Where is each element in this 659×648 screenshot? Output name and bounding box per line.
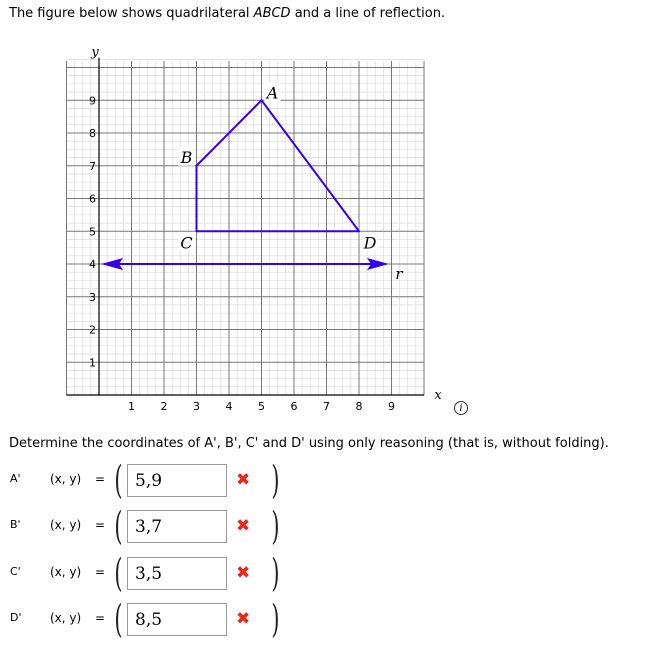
y-tick-label: 2 bbox=[89, 323, 96, 337]
y-tick-label: 6 bbox=[89, 192, 96, 206]
vertex-label-d: D bbox=[363, 233, 377, 253]
x-tick-label: 2 bbox=[160, 400, 168, 413]
answer-row bbox=[0, 597, 340, 641]
vertex-label-a: A bbox=[266, 83, 279, 103]
x-tick-label: 9 bbox=[388, 400, 395, 413]
y-tick-label: 1 bbox=[89, 356, 96, 370]
x-tick-label: 3 bbox=[193, 400, 200, 413]
coordinate-input[interactable]: 3,7 bbox=[127, 510, 227, 543]
y-tick-label: 3 bbox=[89, 290, 96, 304]
equals-sign: = bbox=[95, 611, 106, 625]
shape-name: ABCD bbox=[253, 6, 291, 21]
xy-label: (x, y) bbox=[50, 611, 82, 625]
x-axis-label: x bbox=[434, 388, 442, 403]
y-axis-label: y bbox=[91, 45, 99, 60]
equals-sign: = bbox=[95, 472, 106, 486]
answer-row bbox=[0, 504, 340, 548]
xy-label: (x, y) bbox=[50, 472, 82, 486]
question-text: Determine the coordinates of A', B', C' and D' using only reasoning (that is, without folding). bbox=[9, 436, 609, 451]
y-tick-label: 7 bbox=[89, 159, 96, 173]
xy-label: (x, y) bbox=[50, 565, 82, 579]
equals-sign: = bbox=[95, 518, 106, 532]
point-label: C' bbox=[10, 565, 21, 578]
x-tick-label: 6 bbox=[290, 400, 298, 413]
info-icon[interactable]: i bbox=[454, 401, 468, 415]
wrong-x-icon: ✖ bbox=[236, 470, 251, 490]
reflection-line-label: r bbox=[395, 265, 403, 283]
coordinate-input[interactable]: 8,5 bbox=[127, 603, 227, 636]
right-paren: ) bbox=[271, 458, 280, 502]
right-paren: ) bbox=[271, 504, 280, 548]
vertex-label-c: C bbox=[180, 233, 193, 253]
answer-row bbox=[0, 458, 340, 502]
left-paren: ( bbox=[114, 551, 123, 595]
coordinate-input[interactable]: 5,9 bbox=[127, 464, 227, 497]
y-tick-label: 4 bbox=[89, 258, 96, 271]
point-label: A' bbox=[10, 472, 21, 485]
wrong-x-icon: ✖ bbox=[236, 516, 251, 536]
wrong-x-icon: ✖ bbox=[236, 609, 251, 629]
answer-row bbox=[0, 551, 340, 595]
right-paren: ) bbox=[271, 551, 280, 595]
y-tick-label: 5 bbox=[89, 225, 96, 239]
y-tick-label: 9 bbox=[89, 94, 96, 108]
x-tick-label: 7 bbox=[323, 400, 330, 413]
x-tick-label: 4 bbox=[225, 400, 233, 413]
equals-sign: = bbox=[95, 565, 106, 579]
x-tick-label: 8 bbox=[355, 400, 363, 413]
point-label: D' bbox=[10, 611, 22, 624]
left-paren: ( bbox=[114, 504, 123, 548]
coordinate-input[interactable]: 3,5 bbox=[127, 557, 227, 590]
left-paren: ( bbox=[114, 597, 123, 641]
point-label: B' bbox=[10, 518, 21, 531]
x-tick-label: 1 bbox=[128, 400, 135, 413]
x-tick-label: 5 bbox=[258, 400, 265, 413]
y-tick-label: 8 bbox=[89, 127, 96, 140]
left-paren: ( bbox=[114, 458, 123, 502]
intro-text: The figure below shows quadrilateral ABCD and a line of reflection. bbox=[9, 6, 446, 21]
vertex-label-b: B bbox=[180, 147, 193, 167]
xy-label: (x, y) bbox=[50, 518, 82, 532]
right-paren: ) bbox=[271, 597, 280, 641]
wrong-x-icon: ✖ bbox=[236, 563, 251, 583]
